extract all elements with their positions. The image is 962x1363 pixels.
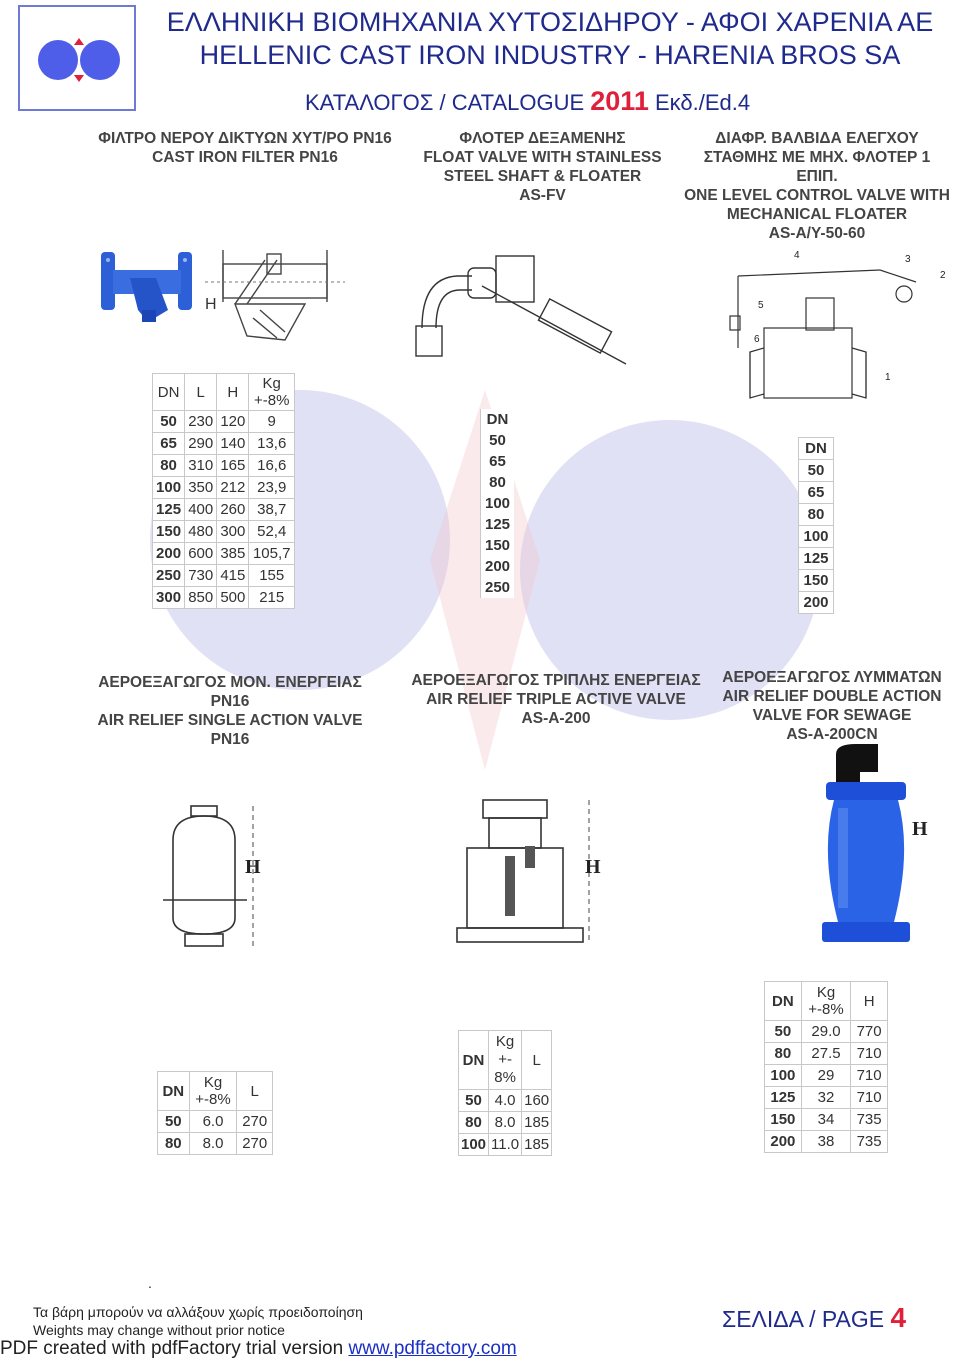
page-indicator	[722, 1302, 906, 1334]
table-cell: 150	[484, 537, 511, 554]
single-action-dimension-h: H	[245, 856, 261, 878]
triple-action-valve-drawing	[455, 796, 595, 946]
float-valve-spec-table	[480, 409, 514, 598]
table-cell: 155	[249, 565, 295, 587]
table-cell: 215	[249, 587, 295, 609]
table-cell: 100	[799, 526, 834, 548]
table-header-row	[153, 374, 295, 411]
table-row	[481, 451, 515, 472]
table-cell: 80	[489, 474, 506, 491]
product-float-valve-caption	[400, 129, 685, 205]
table-header: DN	[153, 374, 185, 411]
sewage-valve-spec-table	[764, 981, 888, 1153]
table-row	[158, 1133, 273, 1155]
pdf-credit	[0, 1338, 517, 1360]
filter-dimension-h: H	[205, 296, 217, 313]
table-cell: 710	[851, 1087, 888, 1109]
table-row	[153, 543, 295, 565]
table-row	[481, 535, 515, 556]
table-cell: 80	[799, 504, 834, 526]
table-cell: 150	[153, 521, 185, 543]
table-cell: 50	[459, 1090, 489, 1112]
level-control-spec-body	[799, 460, 834, 614]
sewage-valve-dimension-h: H	[912, 818, 928, 840]
table-cell: 770	[851, 1021, 888, 1043]
table-row	[481, 493, 515, 514]
table-cell: 230	[185, 411, 217, 433]
triple-action-spec-table	[458, 1030, 552, 1156]
table-row	[481, 430, 515, 451]
table-row	[799, 592, 834, 614]
table-cell: 140	[217, 433, 249, 455]
table-header-row	[799, 438, 834, 460]
company-logo	[18, 5, 136, 111]
caption-line: AIR RELIEF SINGLE ACTION VALVE	[97, 712, 363, 729]
table-cell: 105,7	[249, 543, 295, 565]
table-cell: 735	[851, 1109, 888, 1131]
table-cell: 32	[801, 1087, 850, 1109]
table-cell: 730	[185, 565, 217, 587]
table-cell: 9	[249, 411, 295, 433]
table-header: DN	[486, 411, 509, 428]
table-row	[799, 460, 834, 482]
table-cell: 200	[484, 558, 511, 575]
table-header: H	[851, 982, 888, 1021]
table-cell: 29	[801, 1065, 850, 1087]
table-cell: 850	[185, 587, 217, 609]
table-cell: 150	[765, 1109, 802, 1131]
table-cell: 415	[217, 565, 249, 587]
table-row	[765, 1021, 888, 1043]
table-cell: 212	[217, 477, 249, 499]
table-cell: 16,6	[249, 455, 295, 477]
table-cell: 260	[217, 499, 249, 521]
table-header-row	[158, 1072, 273, 1111]
caption-line: ΦΛΟΤΕΡ ΔΕΞΑΜΕΝΗΣ	[459, 130, 626, 147]
single-action-spec-table	[157, 1071, 273, 1155]
table-header: Kg +-8%	[189, 1072, 237, 1111]
table-cell: 270	[237, 1111, 273, 1133]
table-cell: 100	[153, 477, 185, 499]
table-header: L	[185, 374, 217, 411]
caption-line: STEEL SHAFT & FLOATER	[443, 168, 642, 185]
table-cell: 50	[153, 411, 185, 433]
company-name-english: HELLENIC CAST IRON INDUSTRY - HARENIA BROS SA	[199, 40, 901, 70]
product-level-control-caption	[672, 129, 962, 243]
table-row	[459, 1112, 552, 1134]
table-cell: 80	[459, 1112, 489, 1134]
caption-line: FLOAT VALVE WITH STAINLESS	[423, 149, 662, 166]
catalogue-year: 2011	[590, 86, 649, 116]
table-header: L	[237, 1072, 273, 1111]
table-cell: 250	[153, 565, 185, 587]
table-row	[799, 570, 834, 592]
table-row	[158, 1111, 273, 1133]
sewage-valve-spec-body	[765, 1021, 888, 1153]
table-row	[153, 565, 295, 587]
table-row	[153, 433, 295, 455]
table-row	[153, 411, 295, 433]
single-action-spec-body	[158, 1111, 273, 1155]
caption-line: PN16	[210, 731, 250, 748]
table-header: Kg +-8%	[249, 374, 295, 411]
triple-action-spec-body	[459, 1090, 552, 1156]
table-cell: 8.0	[189, 1133, 237, 1155]
table-header-row	[765, 982, 888, 1021]
table-cell: 34	[801, 1109, 850, 1131]
catalogue-line	[305, 86, 750, 117]
table-cell: 310	[185, 455, 217, 477]
diagram-label: 3	[905, 254, 911, 265]
table-cell: 200	[765, 1131, 802, 1153]
catalogue-label: ΚΑΤΑΛΟΓΟΣ / CATALOGUE	[305, 90, 585, 115]
table-cell: 185	[522, 1134, 552, 1156]
table-cell: 11.0	[489, 1134, 522, 1156]
page-number: 4	[890, 1302, 907, 1333]
table-row	[481, 514, 515, 535]
company-name-greek: ΕΛΛΗΝΙΚΗ ΒΙΟΜΗΧΑΝΙΑ ΧΥΤΟΣΙΔΗΡΟΥ - ΑΦΟΙ ΧΑΡΕΝΙΑ ΑΕ	[166, 7, 934, 37]
caption-line: AS-FV	[519, 187, 566, 204]
table-cell: 6.0	[189, 1111, 237, 1133]
table-header: Kg +-8%	[801, 982, 850, 1021]
table-cell: 250	[484, 579, 511, 596]
table-cell: 100	[459, 1134, 489, 1156]
table-cell: 29.0	[801, 1021, 850, 1043]
level-control-spec-table	[798, 437, 834, 614]
table-header-row	[459, 1031, 552, 1090]
diagram-label: 4	[794, 250, 800, 261]
table-cell: 50	[158, 1111, 190, 1133]
table-header-row	[481, 409, 515, 430]
table-cell: 13,6	[249, 433, 295, 455]
sewage-valve-photo	[808, 742, 920, 960]
product-sewage-valve-caption	[710, 668, 954, 744]
table-header: L	[522, 1031, 552, 1090]
caption-line: AIR RELIEF TRIPLE ACTIVE VALVE	[426, 691, 686, 708]
table-cell: 300	[153, 587, 185, 609]
table-header: DN	[799, 438, 834, 460]
table-row	[799, 548, 834, 570]
table-cell: 65	[153, 433, 185, 455]
filter-drawing	[205, 240, 345, 350]
table-cell: 52,4	[249, 521, 295, 543]
table-cell: 125	[765, 1087, 802, 1109]
table-row	[481, 577, 515, 598]
footer-notice-english: Weights may change without prior notice	[33, 1322, 285, 1338]
caption-line: ΣΤΑΘΜΗΣ ΜΕ ΜΗΧ. ΦΛΟΤΕΡ 1	[703, 149, 931, 166]
table-cell: 150	[799, 570, 834, 592]
caption-line: ΑΕΡΟΕΞΑΓΩΓΟΣ ΛΥΜΜΑΤΩΝ	[722, 669, 942, 686]
table-row	[765, 1087, 888, 1109]
table-cell: 270	[237, 1133, 273, 1155]
table-header: DN	[158, 1072, 190, 1111]
pdf-credit-text: PDF created with pdfFactory trial version	[0, 1338, 344, 1359]
filter-spec-body	[153, 411, 295, 609]
caption-line: AS-A-200CN	[786, 726, 878, 743]
table-cell: 710	[851, 1043, 888, 1065]
table-cell: 160	[522, 1090, 552, 1112]
caption-line: VALVE FOR SEWAGE	[752, 707, 912, 724]
table-cell: 65	[799, 482, 834, 504]
table-row	[765, 1109, 888, 1131]
table-cell: 50	[799, 460, 834, 482]
table-cell: 480	[185, 521, 217, 543]
diagram-label: 1	[885, 372, 891, 383]
table-cell: 80	[158, 1133, 190, 1155]
table-row	[459, 1090, 552, 1112]
table-row	[459, 1134, 552, 1156]
table-cell: 38	[801, 1131, 850, 1153]
caption-line: ΦΙΛΤΡΟ ΝΕΡΟΥ ΔΙΚΤΥΩΝ ΧΥΤ/ΡΟ PN16	[98, 130, 392, 147]
table-cell: 735	[851, 1131, 888, 1153]
caption-line: CAST IRON FILTER PN16	[152, 149, 338, 166]
table-row	[153, 521, 295, 543]
table-row	[799, 504, 834, 526]
product-filter-caption	[80, 129, 410, 167]
float-valve-drawing	[412, 238, 640, 376]
table-cell: 125	[484, 516, 511, 533]
caption-line: ΑΕΡΟΕΞΑΓΩΓΟΣ ΜΟΝ. ΕΝΕΡΓΕΙΑΣ	[98, 674, 362, 691]
table-row	[481, 472, 515, 493]
table-cell: 200	[799, 592, 834, 614]
table-cell: 50	[489, 432, 506, 449]
product-single-action-caption	[80, 673, 380, 749]
table-cell: 23,9	[249, 477, 295, 499]
table-row	[765, 1065, 888, 1087]
diagram-label: 6	[754, 334, 760, 345]
table-cell: 165	[217, 455, 249, 477]
product-triple-action-caption	[400, 671, 712, 728]
page-label: ΣΕΛΙΔΑ / PAGE	[722, 1306, 885, 1332]
diagram-label: 2	[940, 270, 946, 281]
table-cell: 80	[153, 455, 185, 477]
table-row	[799, 526, 834, 548]
table-cell: 300	[217, 521, 249, 543]
caption-line: ΑΕΡΟΕΞΑΓΩΓΟΣ ΤΡΙΠΛΗΣ ΕΝΕΡΓΕΙΑΣ	[411, 672, 701, 689]
caption-line: ΕΠΙΠ.	[796, 168, 838, 185]
table-cell: 50	[765, 1021, 802, 1043]
table-row	[799, 482, 834, 504]
diagram-label: 5	[758, 300, 764, 311]
catalogue-edition: Εκδ./Ed.4	[654, 90, 751, 115]
table-cell: 125	[799, 548, 834, 570]
table-cell: 8.0	[489, 1112, 522, 1134]
footer-dot: .	[148, 1275, 152, 1291]
table-row	[153, 477, 295, 499]
table-cell: 125	[153, 499, 185, 521]
table-row	[765, 1131, 888, 1153]
caption-line: MECHANICAL FLOATER	[726, 206, 908, 223]
table-cell: 80	[765, 1043, 802, 1065]
caption-line: PN16	[210, 693, 250, 710]
table-cell: 290	[185, 433, 217, 455]
caption-line: AS-A-200	[521, 710, 591, 727]
table-header: H	[217, 374, 249, 411]
footer-notice-greek: Τα βάρη μπορούν να αλλάξουν χωρίς προειδοποίηση	[33, 1304, 363, 1320]
table-header: DN	[765, 982, 802, 1021]
table-header: DN	[459, 1031, 489, 1090]
table-cell: 27.5	[801, 1043, 850, 1065]
table-row	[153, 455, 295, 477]
table-cell: 400	[185, 499, 217, 521]
caption-line: AS-A/Y-50-60	[768, 225, 866, 242]
caption-line: ONE LEVEL CONTROL VALVE WITH	[684, 187, 950, 204]
table-cell: 350	[185, 477, 217, 499]
filter-spec-table	[152, 373, 295, 609]
float-valve-spec-body	[481, 430, 515, 598]
table-row	[153, 499, 295, 521]
table-header: Kg +- 8%	[489, 1031, 522, 1090]
table-row	[153, 587, 295, 609]
table-cell: 710	[851, 1065, 888, 1087]
table-row	[481, 556, 515, 577]
table-cell: 120	[217, 411, 249, 433]
table-cell: 100	[484, 495, 511, 512]
table-cell: 385	[217, 543, 249, 565]
table-cell: 200	[153, 543, 185, 565]
table-cell: 38,7	[249, 499, 295, 521]
pdffactory-link[interactable]: www.pdffactory.com	[348, 1338, 517, 1359]
table-cell: 500	[217, 587, 249, 609]
table-cell: 185	[522, 1112, 552, 1134]
caption-line: AIR RELIEF DOUBLE ACTION	[722, 688, 942, 705]
table-cell: 4.0	[489, 1090, 522, 1112]
triple-action-dimension-h: H	[585, 856, 601, 878]
level-control-valve-drawing	[720, 248, 946, 408]
table-cell: 65	[489, 453, 506, 470]
caption-line: ΔΙΑΦΡ. ΒΑΛΒΙΔΑ ΕΛΕΓΧΟΥ	[715, 130, 919, 147]
table-cell: 100	[765, 1065, 802, 1087]
table-cell: 600	[185, 543, 217, 565]
filter-photo	[98, 248, 198, 326]
table-row	[765, 1043, 888, 1065]
